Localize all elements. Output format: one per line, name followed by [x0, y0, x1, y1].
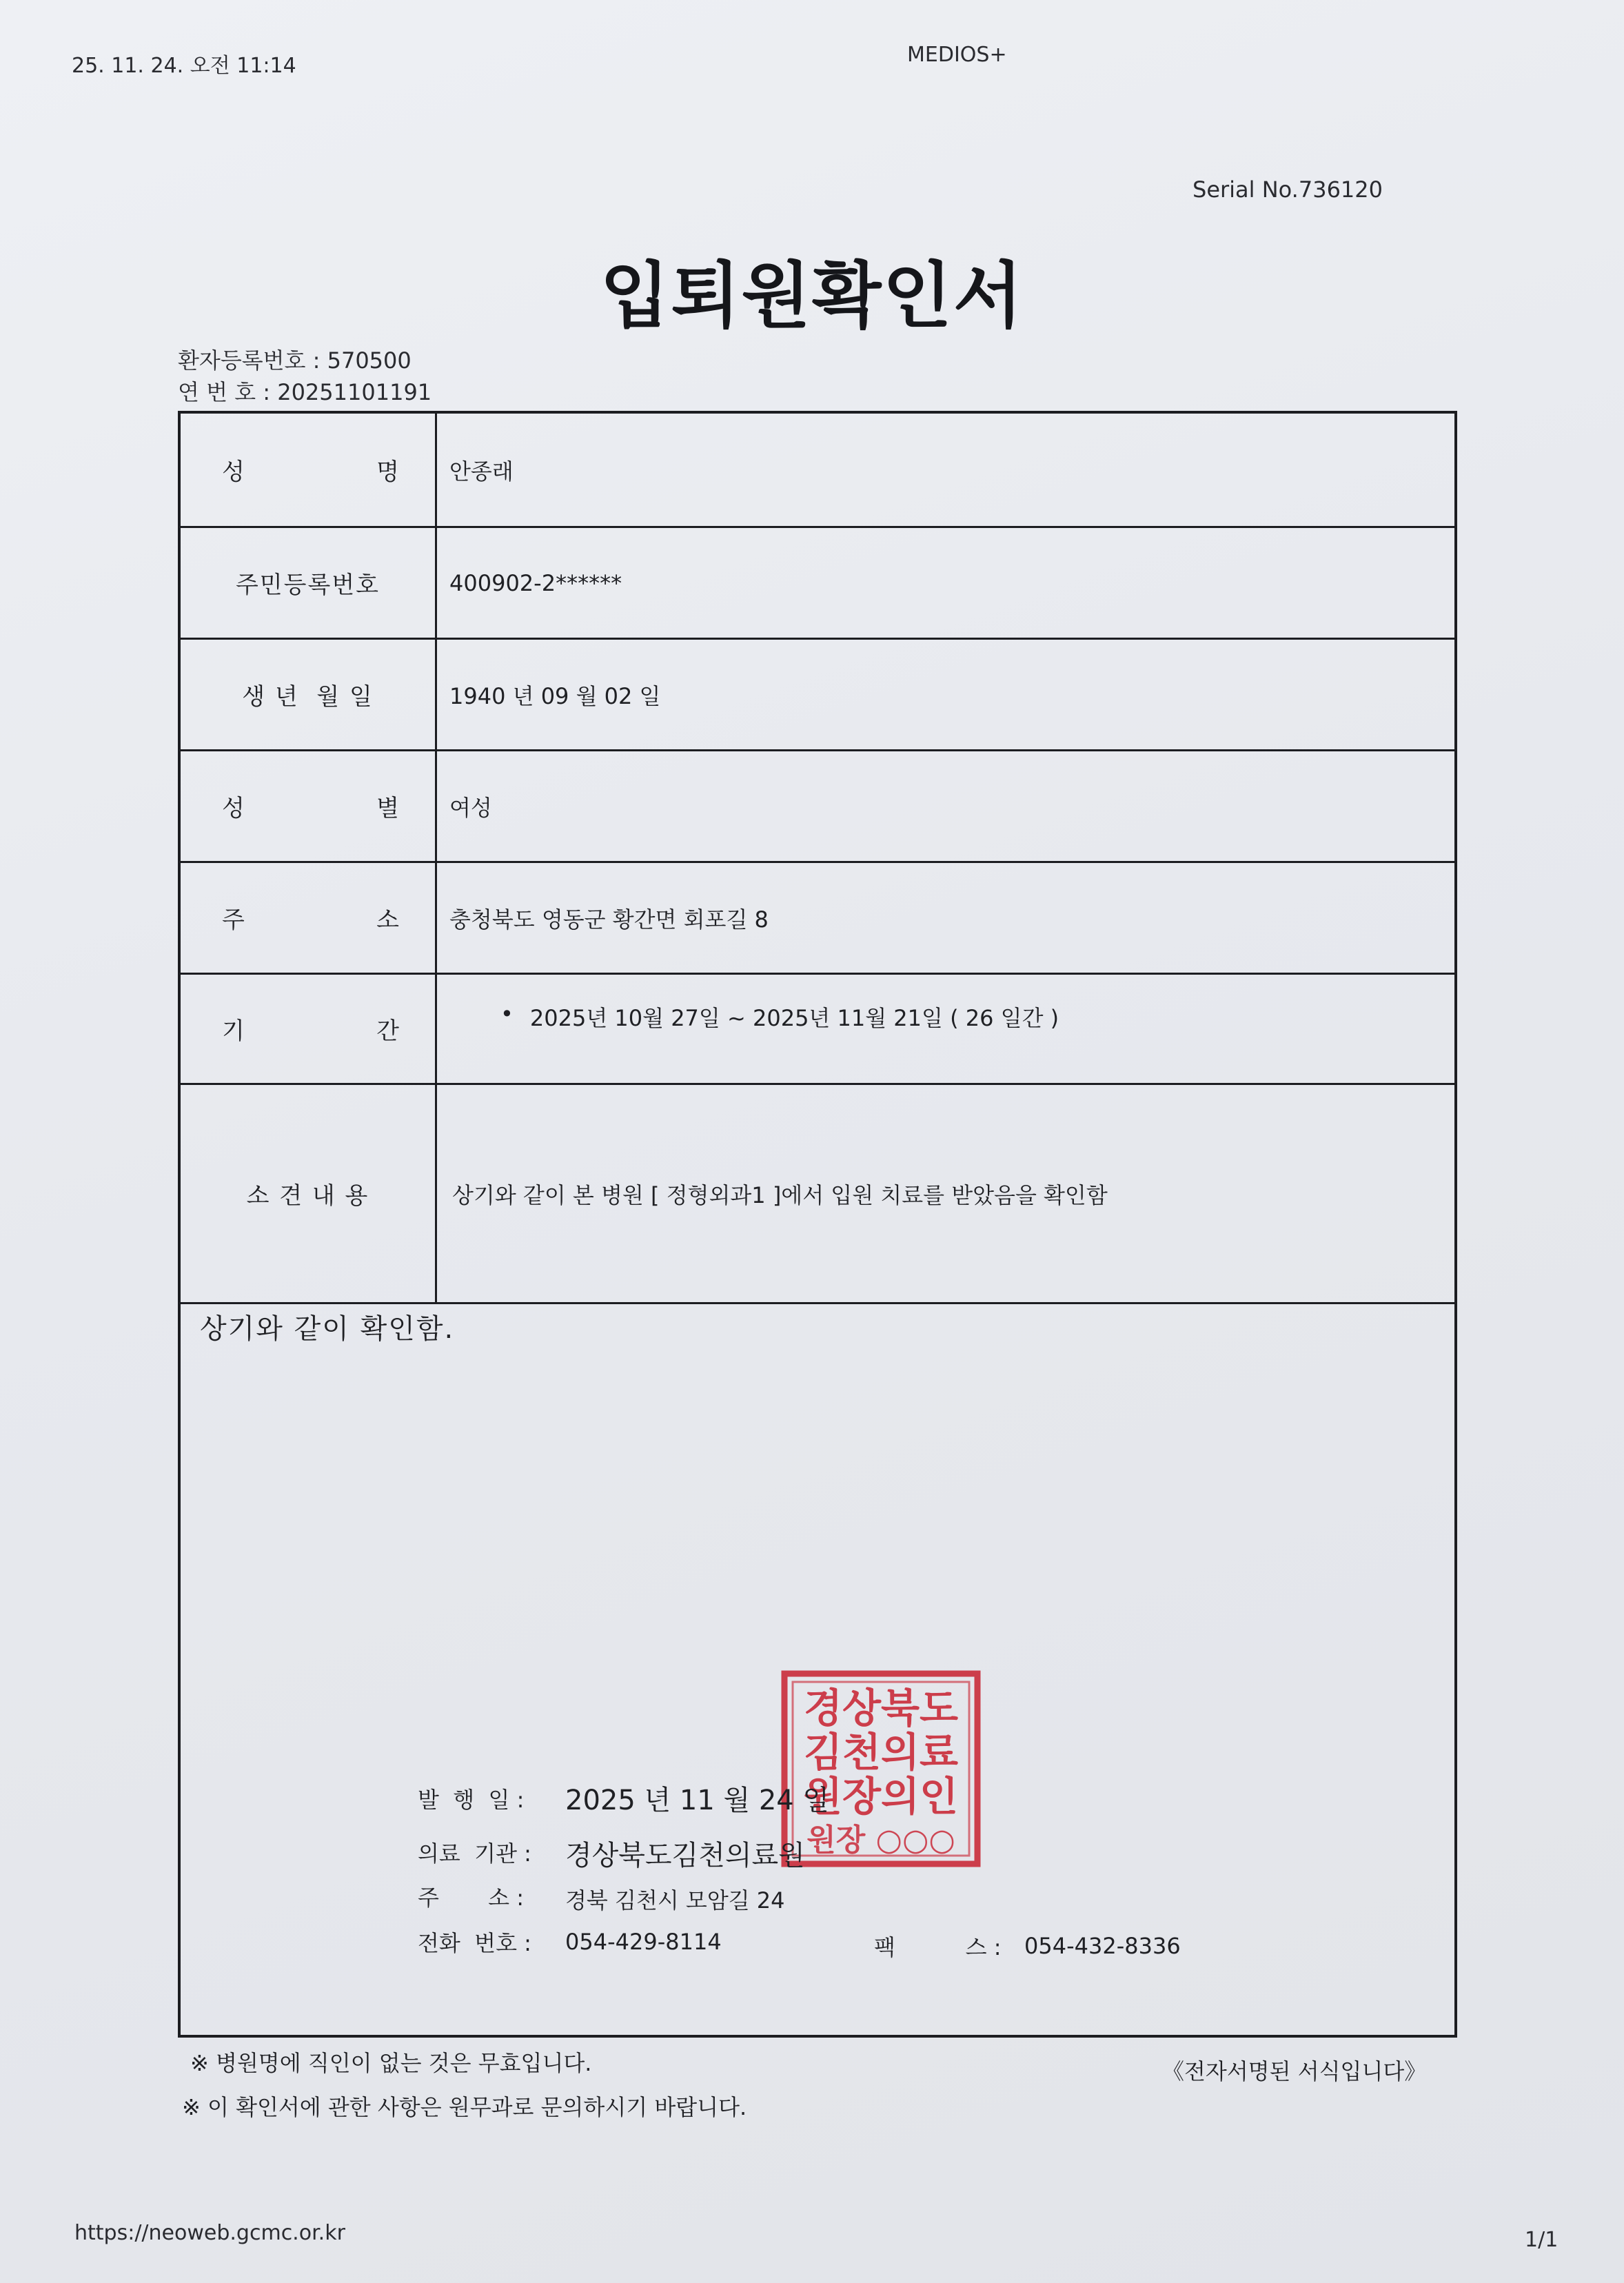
confirmation-text: 상기와 같이 확인함. — [200, 1313, 455, 1345]
issue-date-label: 발 행 일 : — [418, 1787, 525, 1813]
row-name — [181, 414, 1454, 528]
fax-label: 팩 스 : — [874, 1934, 1002, 1960]
value-gender: 여성 — [449, 794, 492, 821]
seal-line-4: 원장 ○○○ — [806, 1823, 955, 1858]
issuer-address-label: 주 소 : — [418, 1885, 524, 1911]
label-birth — [181, 640, 437, 749]
label-period-b: 간 — [376, 1017, 399, 1045]
app-name: MEDIOS+ — [907, 43, 1007, 67]
value-period-text: 2025년 10월 27일 ~ 2025년 11월 21일 ( 26 일간 ) — [529, 1005, 1059, 1031]
footer-url: https://neoweb.gcmc.or.kr — [74, 2221, 345, 2245]
value-address: 충청북도 영동군 황간면 회포길 8 — [449, 906, 769, 933]
patient-registration-number: 환자등록번호 : 570500 — [178, 347, 412, 374]
seal-line-3: 원장의인 — [803, 1773, 959, 1820]
label-address-a: 주 — [222, 906, 245, 934]
page-number: 1/1 — [1525, 2228, 1559, 2252]
label-gender-a: 성 — [222, 795, 245, 822]
value-period — [500, 975, 1059, 1083]
label-period-a: 기 — [222, 1017, 245, 1045]
label-name-b: 명 — [376, 458, 399, 486]
sequence-number: 연 번 호 : 20251101191 — [178, 379, 432, 405]
document-title: 입퇴원확인서 — [600, 254, 1024, 338]
label-name-a: 성 — [222, 458, 245, 486]
label-name — [181, 414, 437, 526]
note-inquiry: ※ 이 확인서에 관한 사항은 원무과로 문의하시기 바랍니다. — [182, 2094, 747, 2120]
value-name: 안종래 — [449, 458, 514, 485]
value-birth: 1940 년 09 월 02 일 — [449, 682, 661, 709]
row-rrn — [181, 528, 1454, 640]
row-opinion — [181, 1085, 1454, 1304]
issuer-value: 경상북도김천의료원 — [565, 1840, 805, 1871]
serial-number: Serial No.736120 — [1192, 176, 1383, 203]
print-timestamp: 25. 11. 24. 오전 11:14 — [72, 54, 296, 78]
label-address — [181, 863, 437, 973]
row-period — [181, 975, 1454, 1085]
row-birth — [181, 640, 1454, 751]
bullet-icon: • — [500, 1001, 514, 1027]
label-birth-text: 생 년 월 일 — [242, 683, 374, 711]
label-period — [181, 975, 437, 1083]
label-opinion — [181, 1085, 437, 1302]
row-gender — [181, 751, 1454, 863]
label-address-b: 소 — [376, 906, 399, 934]
issuer-label: 의료 기관 : — [418, 1840, 531, 1867]
label-gender-b: 별 — [376, 795, 399, 822]
label-rrn — [181, 528, 437, 638]
label-rrn-text: 주민등록번호 — [235, 571, 380, 599]
seal-line-2: 김천의료 — [803, 1729, 959, 1776]
fax-value: 054-432-8336 — [1024, 1933, 1181, 1959]
value-opinion: 상기와 같이 본 병원 [ 정형외과1 ]에서 입원 치료를 받았음을 확인함 — [452, 1181, 1108, 1208]
row-address — [181, 863, 1454, 975]
issue-date-value: 2025 년 11 월 24 일 — [565, 1785, 830, 1816]
note-seal-validity: ※ 병원명에 직인이 없는 것은 무효입니다. — [190, 2050, 592, 2076]
label-opinion-text: 소 견 내 용 — [246, 1182, 369, 1210]
hospital-seal-stamp — [778, 1665, 984, 1872]
label-gender — [181, 751, 437, 861]
seal-line-1: 경상북도 — [803, 1685, 959, 1732]
electronic-signature-note: 《전자서명된 서식입니다》 — [1162, 2058, 1427, 2084]
value-rrn: 400902-2****** — [449, 569, 622, 596]
issuer-address-value: 경북 김천시 모암길 24 — [565, 1887, 785, 1914]
phone-label: 전화 번호 : — [418, 1930, 531, 1956]
phone-value: 054-429-8114 — [565, 1929, 722, 1955]
